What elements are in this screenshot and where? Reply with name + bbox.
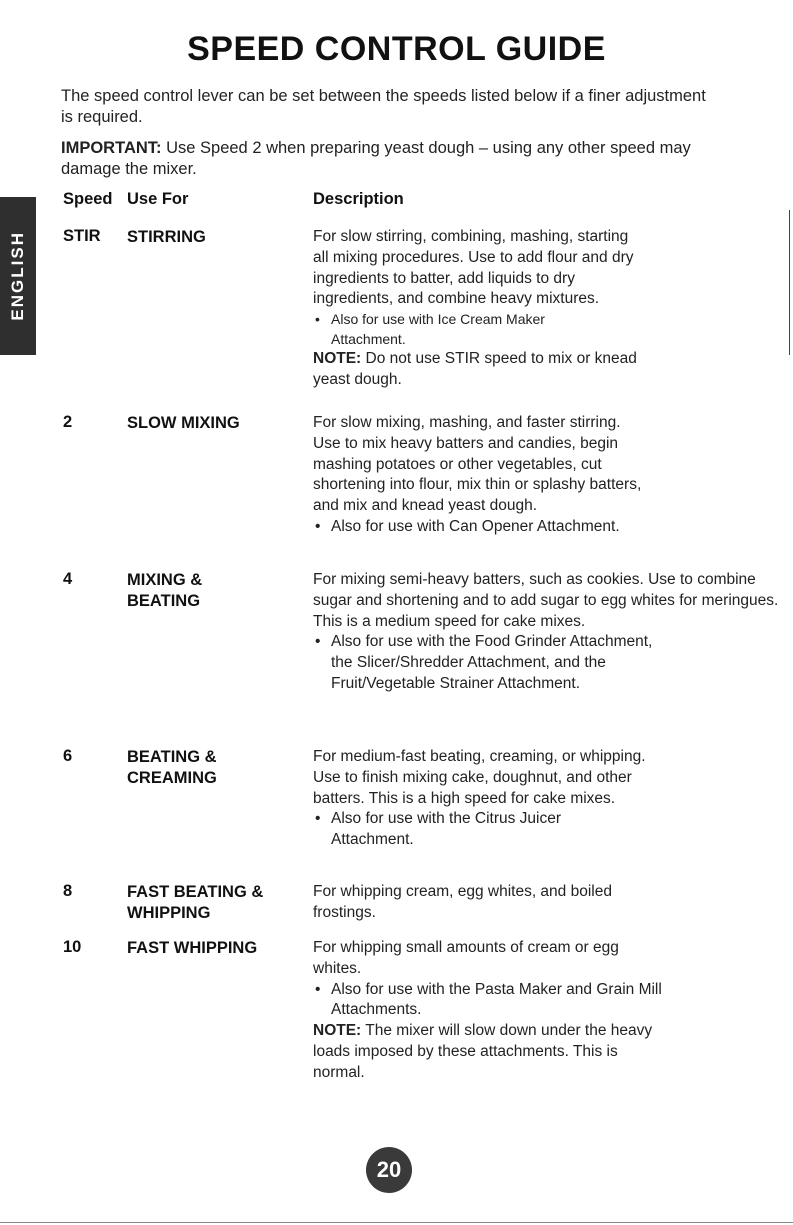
intro-section xyxy=(61,86,711,190)
description xyxy=(313,227,789,391)
note-label: NOTE: xyxy=(313,1022,362,1040)
description-text: For whipping cream, egg whites, and boiled frostings. xyxy=(313,883,612,921)
intro-paragraph: The speed control lever can be set between the speeds listed below if a finer adjustment is required. xyxy=(61,87,706,126)
important-label: IMPORTANT: xyxy=(61,139,162,157)
description-text: For mixing semi-heavy batters, such as cookies. Use to combine sugar and shortening and to add sugar to egg whites for meringues. This is a medium speed for cake mixes. xyxy=(313,571,779,630)
speed-value: 10 xyxy=(63,938,82,956)
divider xyxy=(789,210,790,355)
bullet-item: • Also for use with the Citrus Juicer Attachment. xyxy=(313,809,591,851)
description xyxy=(313,882,789,924)
note-text: Do not use STIR speed to mix or knead yeast dough. xyxy=(313,350,637,388)
note xyxy=(313,349,643,391)
description xyxy=(313,938,789,1084)
important-text: Use Speed 2 when preparing yeast dough – using any other speed may damage the mixer. xyxy=(61,139,691,178)
bullet-item: • Also for use with Can Opener Attachment. xyxy=(313,517,789,538)
speed-value: 6 xyxy=(63,747,73,765)
speed-value: 8 xyxy=(63,882,73,900)
use-for: STIRRING xyxy=(127,228,206,246)
important-notice xyxy=(61,138,711,180)
page-title: SPEED CONTROL GUIDE xyxy=(187,30,606,68)
language-tab xyxy=(0,197,36,355)
use-for: MIXING & BEATING xyxy=(127,571,203,610)
use-for: SLOW MIXING xyxy=(127,414,240,432)
header-speed: Speed xyxy=(63,190,113,208)
bullet-item: • Also for use with Ice Cream Maker Attachment. xyxy=(313,310,561,349)
header-use-for: Use For xyxy=(127,190,189,208)
page-number: 20 xyxy=(366,1147,412,1193)
bullet-item: • Also for use with the Pasta Maker and Grain Mill Attachments. xyxy=(313,980,666,1022)
bullet-item: • Also for use with the Food Grinder Attachment, the Slicer/Shredder Attachment, and the Fruit/Vegetable Strainer Attachment. xyxy=(313,632,671,694)
description-text: For whipping small amounts of cream or egg whites. xyxy=(313,939,619,977)
note-label: NOTE: xyxy=(313,350,362,368)
note xyxy=(313,1021,658,1083)
use-for: BEATING & CREAMING xyxy=(127,748,217,787)
description-text: For medium-fast beating, creaming, or whipping. Use to finish mixing cake, doughnut, and other batters. This is a high speed for cake mixes. xyxy=(313,748,646,807)
description-text: For slow stirring, combining, mashing, starting all mixing procedures. Use to add flour and dry ingredients to batter, add liquids to dry ingredients, and combine heavy mixtures. xyxy=(313,228,634,308)
description-text: For slow mixing, mashing, and faster stirring. Use to mix heavy batters and candies, begin mashing potatoes or other vegetables, cut shortening into flour, mix thin or splashy batters, and mix and knead yeast dough. xyxy=(313,414,642,515)
use-for: FAST BEATING & WHIPPING xyxy=(127,883,264,922)
bottom-divider xyxy=(0,1222,793,1223)
note-text: The mixer will slow down under the heavy loads imposed by these attachments. This is normal. xyxy=(313,1022,653,1081)
description xyxy=(313,570,789,695)
speed-value: 4 xyxy=(63,570,73,588)
speed-value: STIR xyxy=(63,227,101,245)
header-description: Description xyxy=(313,190,404,208)
description xyxy=(313,413,789,538)
use-for: FAST WHIPPING xyxy=(127,939,258,957)
description xyxy=(313,747,789,851)
language-tab-label: ENGLISH xyxy=(8,231,27,321)
speed-value: 2 xyxy=(63,413,73,431)
